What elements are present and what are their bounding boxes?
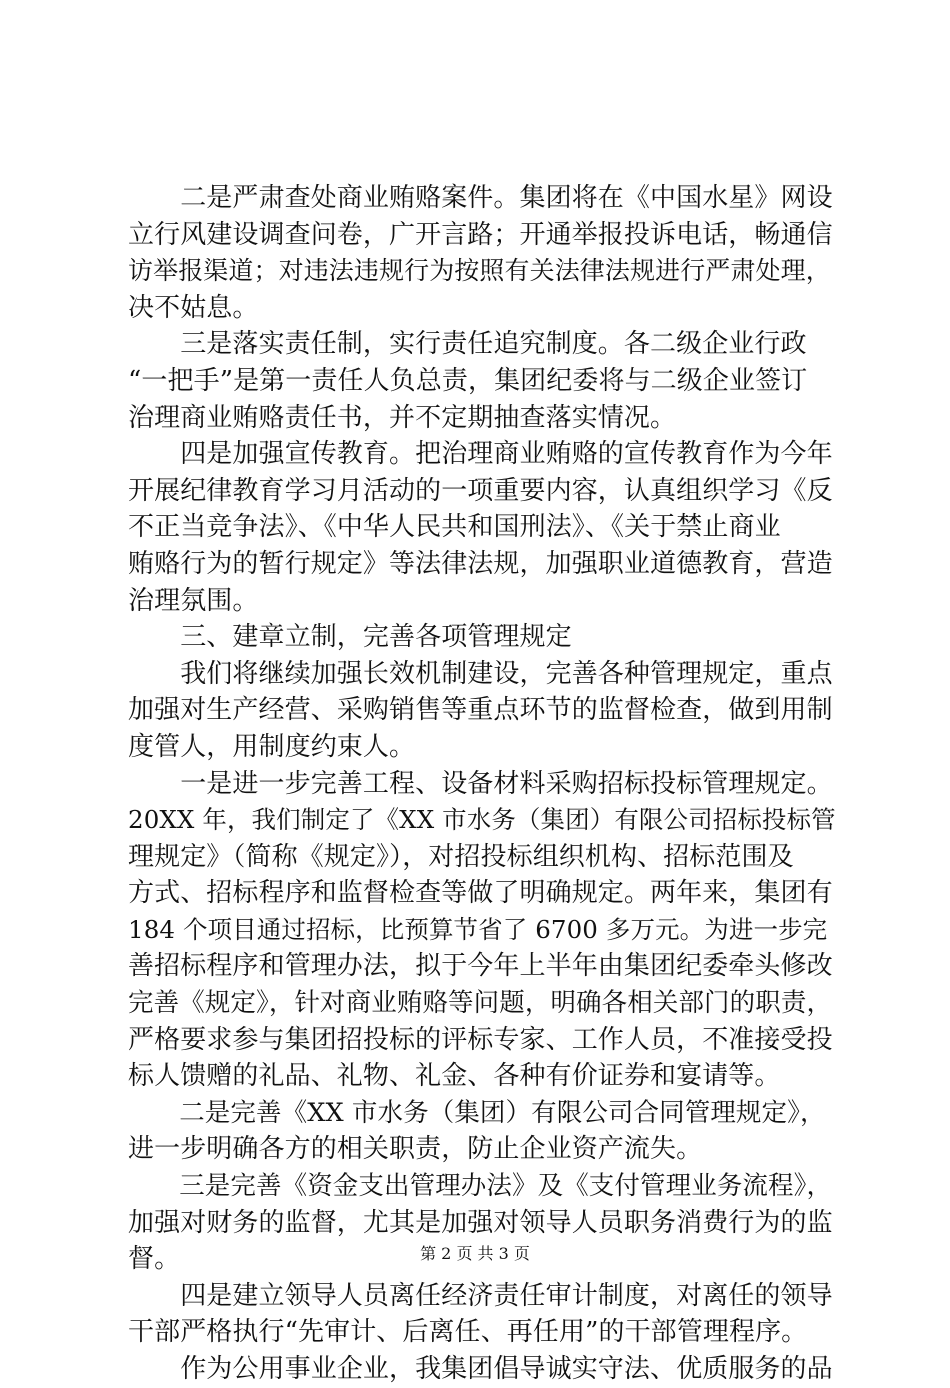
text-line: 四是建立领导人员离任经济责任审计制度，对离任的领导 (128, 1280, 833, 1311)
text-line: 开展纪律教育学习月活动的一项重要内容，认真组织学习《反 (128, 475, 833, 506)
text-line: 三是完善《资金支出管理办法》及《支付管理业务流程》， (128, 1171, 833, 1202)
text-line: 治理氛围。 (128, 585, 259, 616)
text-line: 贿赂行为的暂行规定》等法律法规，加强职业道德教育，营造 (128, 548, 833, 579)
text-line: 度管人，用制度约束人。 (128, 731, 416, 762)
text-line: 四是加强宣传教育。把治理商业贿赂的宣传教育作为今年 (128, 439, 833, 470)
text-line: 加强对财务的监督，尤其是加强对领导人员职务消费行为的监 (128, 1207, 833, 1238)
text-line: “一把手”是第一责任人负总责，集团纪委将与二级企业签订 (128, 365, 808, 396)
text-line: 督。 (128, 1244, 181, 1275)
text-line: 立行风建设调查问卷，广开言路；开通举报投诉电话，畅通信 (128, 219, 833, 250)
text-line: 严格要求参与集团招投标的评标专家、工作人员，不准接受投 (128, 1024, 833, 1055)
text-line: 二是完善《XX 市水务（集团）有限公司合同管理规定》， (128, 1097, 826, 1128)
text-line: 三、建章立制，完善各项管理规定 (128, 622, 572, 653)
text-line: 方式、招标程序和监督检查等做了明确规定。两年来，集团有 (128, 878, 833, 909)
text-line: 20XX 年，我们制定了《XX 市水务（集团）有限公司招标投标管 (128, 805, 836, 835)
text-line: 善招标程序和管理办法，拟于今年上半年由集团纪委牵头修改 (128, 951, 833, 982)
text-line: 治理商业贿赂责任书，并不定期抽查落实情况。 (128, 402, 677, 433)
text-line: 三是落实责任制，实行责任追究制度。各二级企业行政 (128, 329, 807, 360)
text-line: 作为公用事业企业，我集团倡导诚实守法、优质服务的品 (128, 1354, 833, 1384)
text-line: 访举报渠道；对违法违规行为按照有关法律法规进行严肃处理， (128, 256, 831, 286)
text-line: 184 个项目通过招标，比预算节省了 6700 多万元。为进一步完 (128, 914, 828, 944)
text-line: 理规定》（简称《规定》），对招投标组织机构、招标范围及 (128, 841, 794, 872)
document-body (128, 180, 838, 1388)
page-footer: 第 2 页 共 3 页 (420, 1244, 530, 1263)
text-line: 加强对生产经营、采购销售等重点环节的监督检查，做到用制 (128, 695, 833, 726)
text-line: 我们将继续加强长效机制建设，完善各种管理规定，重点 (128, 658, 833, 689)
text-line: 完善《规定》，针对商业贿赂等问题，明确各相关部门的职责， (128, 988, 833, 1019)
text-line: 不正当竞争法》、《中华人民共和国刑法》、《关于禁止商业 (128, 512, 781, 543)
text-line: 干部严格执行“先审计、后离任、再任用”的干部管理程序。 (128, 1317, 808, 1348)
text-line: 决不姑息。 (128, 292, 259, 323)
text-line: 一是进一步完善工程、设备材料采购招标投标管理规定。 (128, 768, 833, 799)
text-line: 标人馈赠的礼品、礼物、礼金、各种有价证券和宴请等。 (128, 1061, 781, 1092)
text-line: 二是严肃查处商业贿赂案件。集团将在《中国水星》网设 (128, 183, 833, 213)
text-line: 进一步明确各方的相关职责，防止企业资产流失。 (128, 1134, 703, 1165)
